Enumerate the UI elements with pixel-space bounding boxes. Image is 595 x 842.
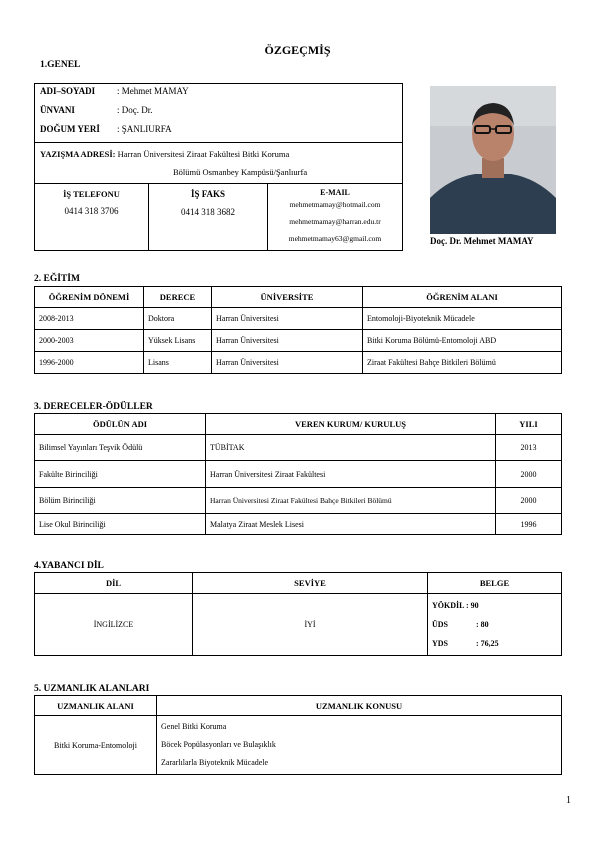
certificate-name: YÖKDİL <box>432 601 465 610</box>
awards-cell: Bilimsel Yayınları Teşvik Ödülü <box>35 435 206 461</box>
expertise-header-area: UZMANLIK ALANI <box>35 696 157 716</box>
profile-photo <box>430 86 556 234</box>
table-row <box>35 461 562 488</box>
awards-header-year: YILI <box>496 414 562 435</box>
education-cell: Ziraat Fakültesi Bahçe Bitkileri Bölümü <box>363 352 562 374</box>
name-label: ADI–SOYADI <box>40 86 96 96</box>
section-heading-expertise: 5. UZMANLIK ALANLARI <box>34 684 150 694</box>
address-line-2: Bölümü Osmanbey Kampüsü/Şanlıurfa <box>173 167 308 177</box>
section-heading-general: 1.GENEL <box>40 60 81 70</box>
awards-cell: 2000 <box>496 461 562 488</box>
education-cell: Harran Üniversitesi <box>212 330 363 352</box>
language-table <box>34 572 562 656</box>
phone-value: 0414 318 3706 <box>64 206 119 216</box>
expertise-header-topic: UZMANLIK KONUSU <box>157 696 562 716</box>
awards-cell: TÜBİTAK <box>206 435 496 461</box>
education-cell: Yüksek Lisans <box>144 330 212 352</box>
certificate-name: YDS <box>432 639 449 648</box>
certificate-name: ÜDS <box>432 620 449 629</box>
education-cell: Doktora <box>144 308 212 330</box>
title-label: ÜNVANI <box>40 105 75 115</box>
phone-label: İŞ TELEFONU <box>63 189 120 199</box>
email-2[interactable]: mehmetmamay@harran.edu.tr <box>289 217 381 226</box>
birth-label: DOĞUM YERİ <box>40 124 100 134</box>
education-cell: 2008-2013 <box>35 308 144 330</box>
education-header-degree: DERECE <box>144 287 212 308</box>
certificate-score: : 80 <box>476 620 489 629</box>
awards-cell: 1996 <box>496 514 562 535</box>
education-cell: 2000-2003 <box>35 330 144 352</box>
language-header-language: DİL <box>35 573 193 594</box>
language-level: İYİ <box>193 594 428 656</box>
awards-cell: Harran Üniversitesi Ziraat Fakültesi <box>206 461 496 488</box>
awards-cell: 2013 <box>496 435 562 461</box>
table-row <box>35 514 562 535</box>
expertise-area: Bitki Koruma-Entomoloji <box>35 716 157 775</box>
awards-cell: Bölüm Birinciliği <box>35 488 206 514</box>
awards-cell: Lise Okul Birinciliği <box>35 514 206 535</box>
certificate-score: : 76,25 <box>476 639 499 648</box>
education-header-period: ÖĞRENİM DÖNEMİ <box>35 287 144 308</box>
email-1[interactable]: mehmetmamay@hotmail.com <box>289 200 381 209</box>
general-info-box <box>34 83 403 251</box>
list-item: Böcek Popülasyonları ve Bulaşıklık <box>161 740 276 749</box>
section-heading-language: 4.YABANCI DİL <box>34 561 104 571</box>
education-cell: Bitki Koruma Bölümü-Entomoloji ABD <box>363 330 562 352</box>
birth-value: : ŞANLIURFA <box>117 124 172 134</box>
awards-header-name: ÖDÜLÜN ADI <box>35 414 206 435</box>
page-number: 1 <box>566 795 571 806</box>
list-item: Genel Bitki Koruma <box>161 722 227 731</box>
photo-caption: Doç. Dr. Mehmet MAMAY <box>430 236 534 246</box>
list-item: Zararlılarla Biyoteknik Mücadele <box>161 758 269 767</box>
expertise-topics <box>157 716 562 775</box>
education-cell: Lisans <box>144 352 212 374</box>
address-label: YAZIŞMA ADRESİ: <box>40 149 116 159</box>
language-certificates <box>428 594 562 656</box>
email-3[interactable]: mehmetmamay63@gmail.com <box>288 234 382 243</box>
awards-cell: Malatya Ziraat Meslek Lisesi <box>206 514 496 535</box>
table-row <box>35 716 562 775</box>
address-line-1: Harran Üniversitesi Ziraat Fakültesi Bitki Koruma <box>117 149 290 159</box>
awards-header-institution: VEREN KURUM/ KURULUŞ <box>206 414 496 435</box>
section-heading-education: 2. EĞİTİM <box>34 274 80 284</box>
table-row <box>35 308 562 330</box>
awards-cell: 2000 <box>496 488 562 514</box>
education-header-university: ÜNİVERSİTE <box>212 287 363 308</box>
education-cell: 1996-2000 <box>35 352 144 374</box>
certificate-score: : 90 <box>466 601 479 610</box>
awards-cell: Harran Üniversitesi Ziraat Fakültesi Bahçe Bitkileri Bölümü <box>206 488 496 514</box>
education-cell: Harran Üniversitesi <box>212 308 363 330</box>
education-cell: Harran Üniversitesi <box>212 352 363 374</box>
language-header-certificate: BELGE <box>428 573 562 594</box>
education-cell: Entomoloji-Biyoteknik Mücadele <box>363 308 562 330</box>
table-row <box>35 352 562 374</box>
title-value: : Doç. Dr. <box>117 105 153 115</box>
fax-label: İŞ FAKS <box>190 189 226 199</box>
language-header-level: SEVİYE <box>193 573 428 594</box>
email-label: E-MAIL <box>320 188 350 197</box>
awards-table <box>34 413 562 535</box>
expertise-table <box>34 695 562 775</box>
education-table <box>34 286 562 374</box>
name-value: : Mehmet MAMAY <box>117 86 189 96</box>
language-name: İNGİLİZCE <box>35 594 193 656</box>
section-heading-awards: 3. DERECELER-ÖDÜLLER <box>34 402 153 412</box>
certificate-row <box>432 615 557 634</box>
page-title: ÖZGEÇMİŞ <box>264 43 331 57</box>
table-row <box>35 594 562 656</box>
fax-value: 0414 318 3682 <box>181 207 235 217</box>
table-row <box>35 435 562 461</box>
table-row <box>35 488 562 514</box>
education-header-field: ÖĞRENİM ALANI <box>363 287 562 308</box>
awards-cell: Fakülte Birinciliği <box>35 461 206 488</box>
certificate-row <box>432 634 557 653</box>
table-row <box>35 330 562 352</box>
certificate-row <box>432 596 557 615</box>
